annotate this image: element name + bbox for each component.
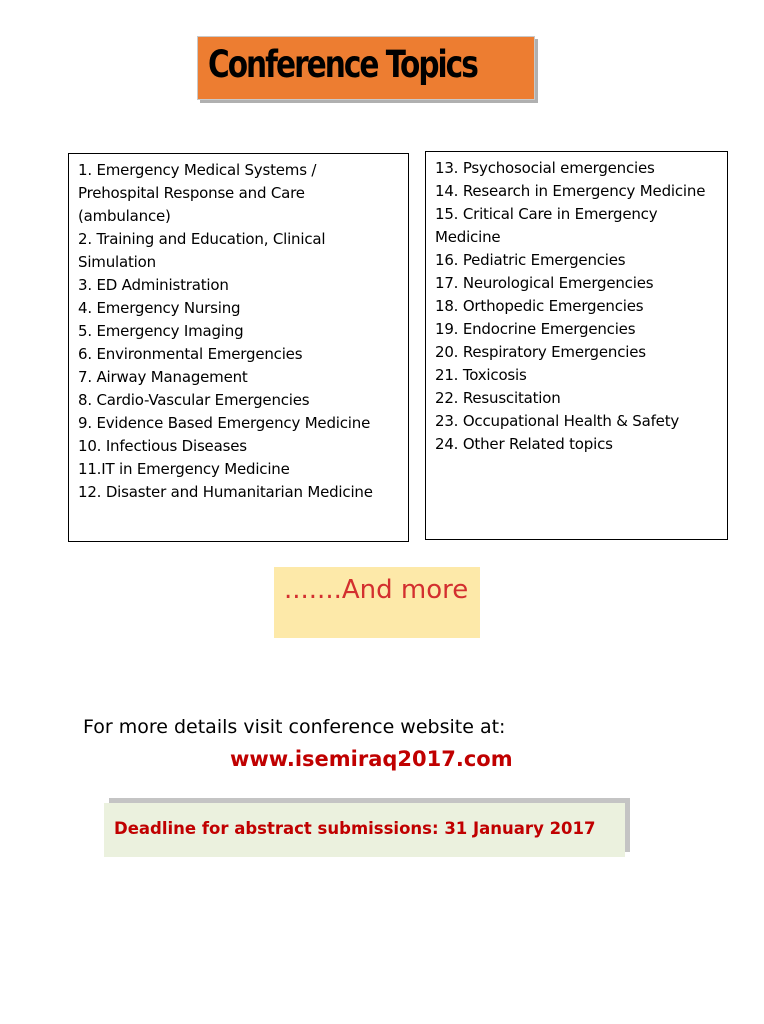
topic-item: 24. Other Related topics	[435, 435, 613, 453]
topic-item: 18. Orthopedic Emergencies	[435, 297, 644, 315]
topic-item: 1. Emergency Medical Systems / Prehospital Response and Care (ambulance)	[78, 161, 317, 225]
topic-item: 12. Disaster and Humanitarian Medicine	[78, 483, 373, 501]
topic-item: 3. ED Administration	[78, 276, 229, 294]
details-text: For more details visit conference website at:	[83, 716, 506, 738]
topics-box-left	[68, 153, 409, 542]
website-link[interactable]: www.isemiraq2017.com	[230, 747, 513, 771]
topic-item: 17. Neurological Emergencies	[435, 274, 654, 292]
topics-list-left	[78, 159, 408, 504]
topic-item: 14. Research in Emergency Medicine	[435, 182, 706, 200]
topic-item: 4. Emergency Nursing	[78, 299, 241, 317]
topic-item: 8. Cardio-Vascular Emergencies	[78, 391, 310, 409]
topics-box-right	[425, 151, 728, 540]
topic-item: 2. Training and Education, Clinical Simulation	[78, 230, 326, 271]
deadline-banner	[104, 803, 625, 857]
deadline-text: Deadline for abstract submissions: 31 January 2017	[114, 819, 596, 838]
topic-item: 9. Evidence Based Emergency Medicine	[78, 414, 371, 432]
title-banner	[197, 36, 535, 100]
topic-item: 23. Occupational Health & Safety	[435, 412, 680, 430]
topic-item: 10. Infectious Diseases	[78, 437, 247, 455]
topic-item: 16. Pediatric Emergencies	[435, 251, 626, 269]
topic-item: 20. Respiratory Emergencies	[435, 343, 646, 361]
topic-item: 6. Environmental Emergencies	[78, 345, 303, 363]
topic-item: 21. Toxicosis	[435, 366, 527, 384]
topic-item: 7. Airway Management	[78, 368, 248, 386]
topic-item: 19. Endocrine Emergencies	[435, 320, 636, 338]
and-more-banner	[274, 567, 480, 638]
topics-list-right	[435, 157, 727, 456]
topic-item: 5. Emergency Imaging	[78, 322, 244, 340]
topic-item: 13. Psychosocial emergencies	[435, 159, 655, 177]
topic-item: 15. Critical Care in Emergency Medicine	[435, 205, 658, 246]
topic-item: 22. Resuscitation	[435, 389, 561, 407]
topic-item: 11.IT in Emergency Medicine	[78, 460, 290, 478]
and-more-text: .......And more	[284, 575, 469, 605]
page-title: Conference Topics	[208, 43, 477, 86]
